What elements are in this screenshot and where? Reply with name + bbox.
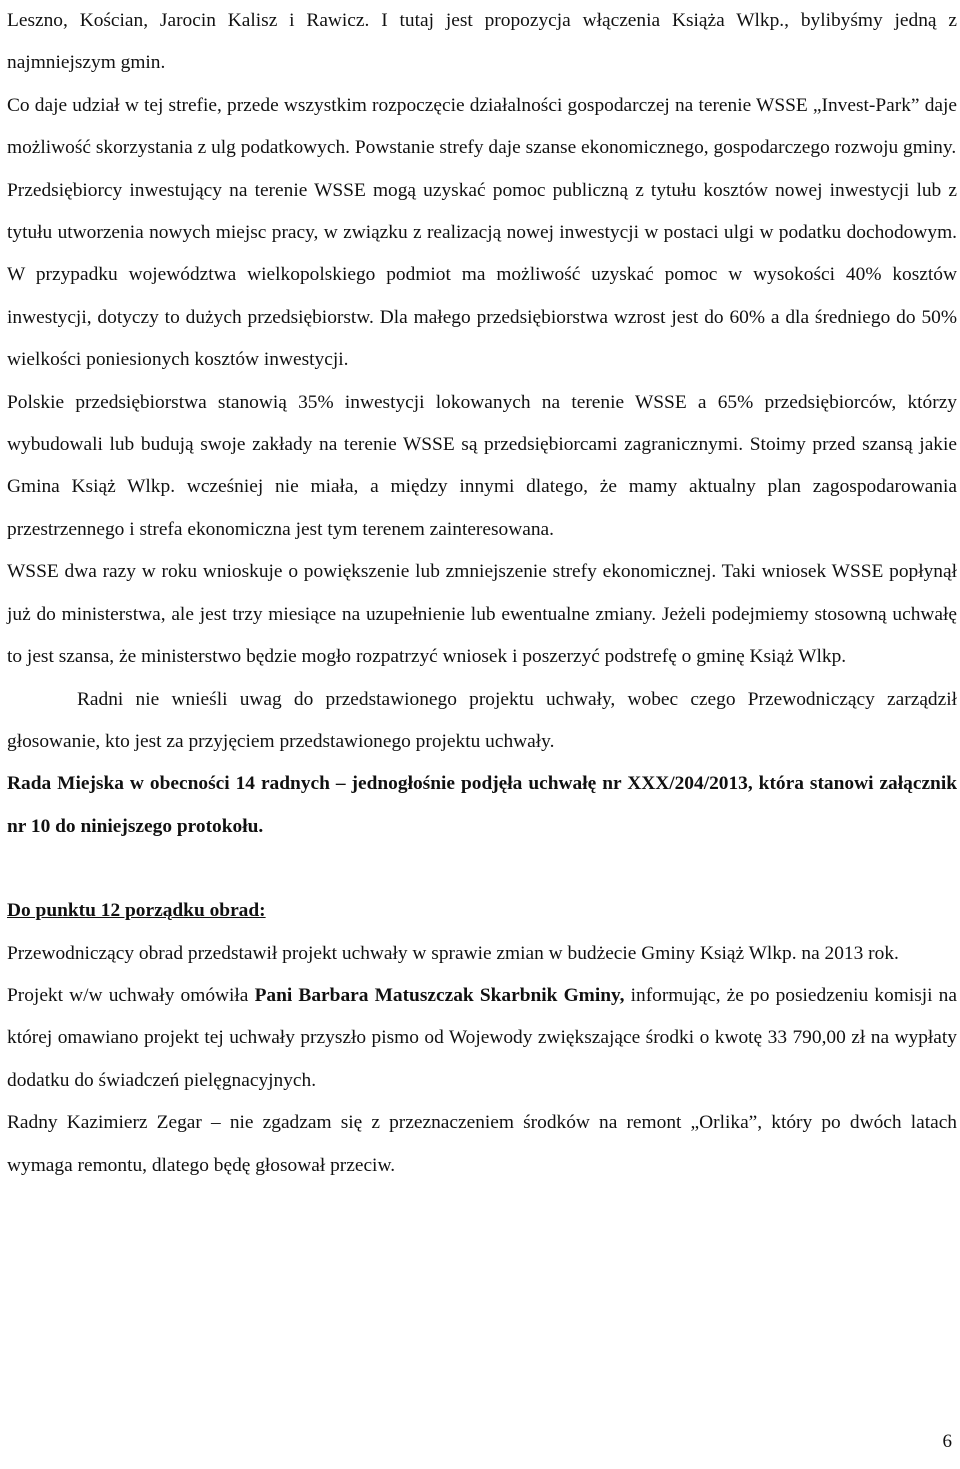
paragraph-9-start: Projekt w/w uchwały omówiła	[7, 984, 255, 1006]
document-page	[7, 0, 957, 1187]
paragraph-1: Leszno, Kościan, Jarocin Kalisz i Rawicz. I tutaj jest propozycja włączenia Książa Wlkp., bylibyśmy jedną z najmniejszym gmin.	[7, 10, 957, 74]
paragraph-9	[7, 975, 957, 1102]
section-heading: Do punktu 12 porządku obrad:	[7, 900, 266, 922]
paragraph-5: WSSE dwa razy w roku wnioskuje o powiększenie lub zmniejszenie strefy ekonomicznej. Taki wniosek WSSE popłynął już do ministerstwa, ale jest trzy miesiące na uzupełnienie lub ewentualne zmiany. Jeżeli podejmiemy stosowną uchwałę to jest szansa, że ministerstwo będzie mogło rozpatrzyć wniosek i poszerzyć podstrefę o gminę Książ Wlkp.	[7, 561, 957, 668]
resolution-statement: Rada Miejska w obecności 14 radnych – jednogłośnie podjęła uchwałę nr XXX/204/2013, która stanowi załącznik nr 10 do niniejszego protokołu.	[7, 773, 957, 837]
paragraph-2: Co daje udział w tej strefie, przede wszystkim rozpoczęcie działalności gospodarczej na terenie WSSE „Invest-Park” daje możliwość skorzystania z ulg podatkowych. Powstanie strefy daje szanse ekonomicznego, gospodarczego rozwoju gminy.	[7, 94, 957, 159]
page-number: 6	[942, 1431, 952, 1452]
paragraph-6: Radni nie wnieśli uwag do przedstawionego projektu uchwały, wobec czego Przewodniczący zarządził głosowanie, kto jest za przyjęciem przedstawionego projektu uchwały.	[7, 688, 957, 752]
paragraph-10: Radny Kazimierz Zegar – nie zgadzam się z przeznaczeniem środków na remont „Orlika”, który po dwóch latach wymaga remontu, dlatego będę głosował przeciw.	[7, 1112, 957, 1176]
spacer	[7, 848, 957, 890]
speaker-name: Pani Barbara Matuszczak Skarbnik Gminy,	[254, 984, 625, 1006]
paragraph-9-end: informując, że po posiedzeniu komisji na której omawiano projekt tej uchwały przyszło pismo od Wojewody zwiększające środki o kwotę 33 790,00 zł na wypłaty dodatku do świadczeń pielęgnacyjnych.	[7, 984, 957, 1091]
paragraph-4: Polskie przedsiębiorstwa stanowią 35% inwestycji lokowanych na terenie WSSE a 65% przedsiębiorców, którzy wybudowali lub budują swoje zakłady na terenie WSSE są przedsiębiorcami zagranicznymi. Stoimy przed szansą jakie Gmina Książ Wlkp. wcześniej nie miała, a między innymi dlatego, że mamy aktualny plan zagospodarowania przestrzennego i strefa ekonomiczna jest tym terenem zainteresowana.	[7, 391, 957, 540]
paragraph-8: Przewodniczący obrad przedstawił projekt uchwały w sprawie zmian w budżecie Gminy Książ Wlkp. na 2013 rok.	[7, 942, 899, 964]
paragraph-3: Przedsiębiorcy inwestujący na terenie WSSE mogą uzyskać pomoc publiczną z tytułu kosztów nowej inwestycji lub z tytułu utworzenia nowych miejsc pracy, w związku z realizacją nowej inwestycji w postaci ulgi w podatku dochodowym. W przypadku województwa wielkopolskiego podmiot ma możliwość uzyskać pomoc w wysokości 40% kosztów inwestycji, dotyczy to dużych przedsiębiorstw. Dla małego przedsiębiorstwa wzrost jest do 60% a dla średniego do 50% wielkości poniesionych kosztów inwestycji.	[7, 179, 957, 371]
